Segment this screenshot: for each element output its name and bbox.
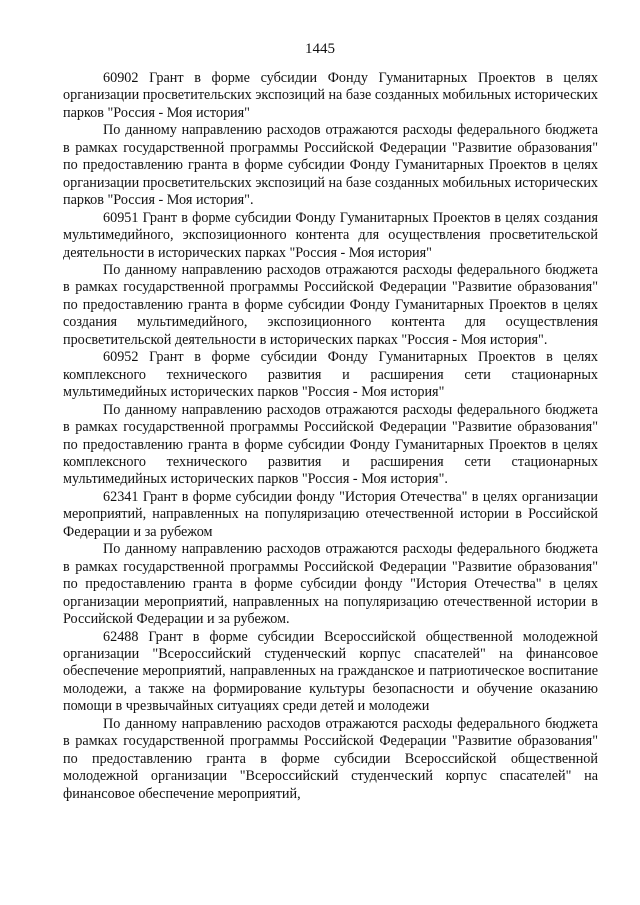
paragraph-62341-title: 62341 Грант в форме субсидии фонду "История Отечества" в целях организации мероприятий, направленных на популяризацию отечественной истории в Российской Федерации и за рубежом (63, 488, 598, 540)
paragraph-60902-description: По данному направлению расходов отражаются расходы федерального бюджета в рамках государственной программы Российской Федерации "Развитие образования" по предоставлению гранта в форме субсидии Фонду Гуманитарных Проектов в целях организации просветительских экспозиций на базе созданных мобильных исторических парков "Россия - Моя история". (63, 122, 599, 209)
paragraph-62341-description: По данному направлению расходов отражаются расходы федерального бюджета в рамках государственной программы Российской Федерации "Развитие образования" по предоставлению гранта в форме субсидии фонду "История Отечества" в целях организации мероприятий, направленных на популяризацию отечественной истории в Российской Федерации и за рубежом. (63, 541, 598, 628)
paragraph-60902-title: 60902 Грант в форме субсидии Фонду Гуманитарных Проектов в целях организации просветительских экспозиций на базе созданных мобильных исторических парков "Россия - Моя история" (63, 70, 599, 121)
paragraph-60951-title: 60951 Грант в форме субсидии Фонду Гуманитарных Проектов в целях создания мультимедийного, экспозиционного контента для осуществления просветительской деятельности в исторических парках "Россия - Моя история" (63, 209, 598, 261)
paragraph-62488-title: 62488 Грант в форме субсидии Всероссийской общественной молодежной организации "Всероссийский студенческий корпус спасателей" на финансовое обеспечение мероприятий, направленных на гражданское и патриотическое воспитание молодежи, а также на формирование культуры безопасности и обучение оказанию помощи в чрезвычайных ситуациях среди детей и молодежи (63, 628, 598, 715)
page-number: 1445 (305, 41, 335, 57)
paragraph-62488-description: По данному направлению расходов отражаются расходы федерального бюджета в рамках государственной программы Российской Федерации "Развитие образования" по предоставлению гранта в форме субсидии Всероссийской общественной молодежной организации "Всероссийский студенческий корпус спасателей" на финансовое обеспечение мероприятий, (63, 715, 598, 802)
document-body (63, 70, 598, 803)
paragraph-60951-description: По данному направлению расходов отражаются расходы федерального бюджета в рамках государственной программы Российской Федерации "Развитие образования" по предоставлению гранта в форме субсидии Фонду Гуманитарных Проектов в целях создания мультимедийного, экспозиционного контента для осуществления просветительской деятельности в исторических парках "Россия - Моя история". (63, 261, 598, 348)
paragraph-60952-description: По данному направлению расходов отражаются расходы федерального бюджета в рамках государственной программы Российской Федерации "Развитие образования" по предоставлению гранта в форме субсидии Фонду Гуманитарных Проектов в целях комплексного технического развития и расширения сети стационарных мультимедийных исторических парков "Россия - Моя история". (63, 401, 598, 488)
paragraph-60952-title: 60952 Грант в форме субсидии Фонду Гуманитарных Проектов в целях комплексного технического развития и расширения сети стационарных мультимедийных исторических парков "Россия - Моя история" (63, 349, 598, 401)
